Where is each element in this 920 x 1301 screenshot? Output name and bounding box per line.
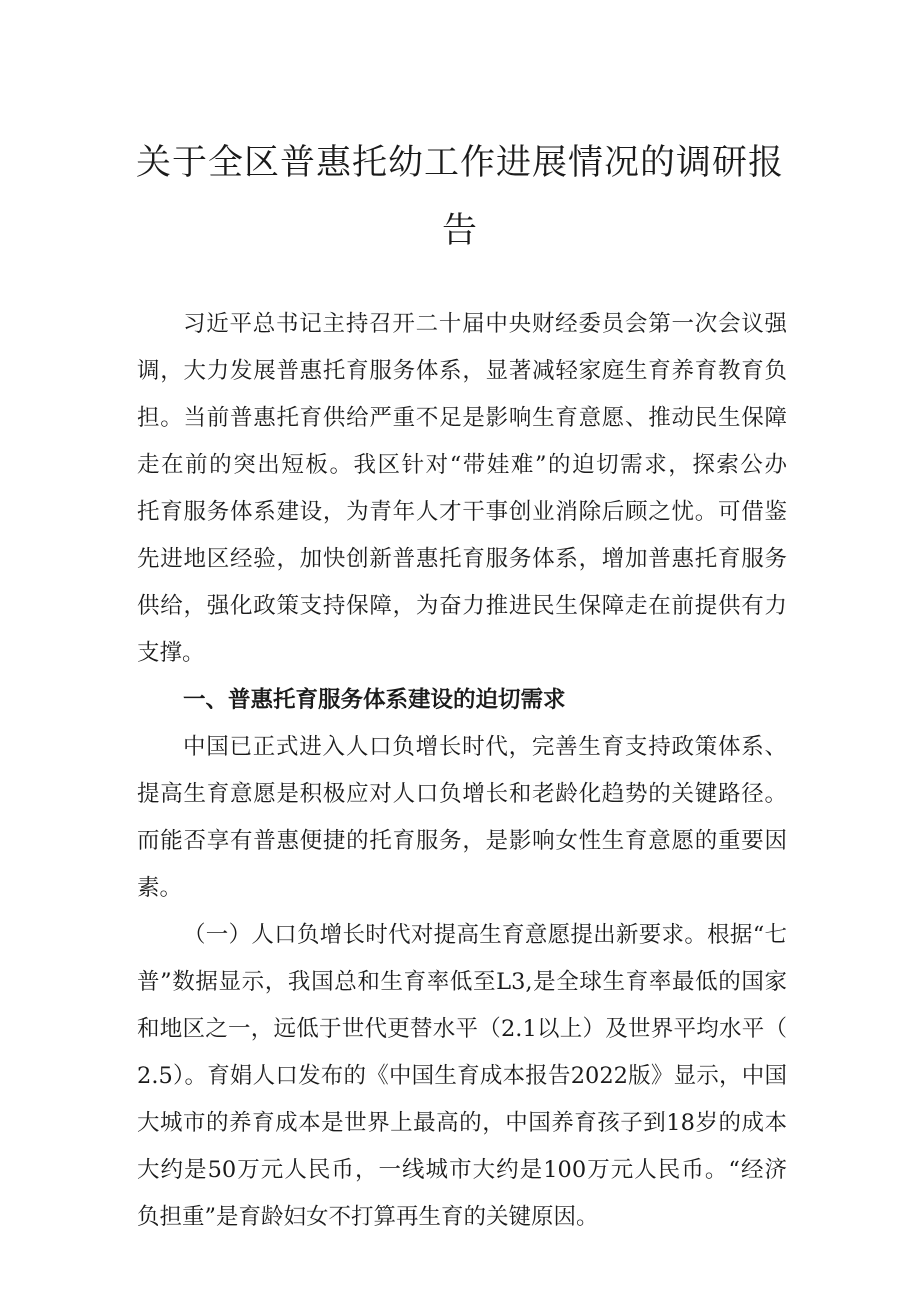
intro-line-3: 担。当前普惠托育供给严重不足是影响生育意愿、推动民生保障 xyxy=(137,405,787,431)
subsection1-line-7: 负担重”是育龄妇女不打算再生育的关键原因。 xyxy=(137,1204,599,1230)
intro-line-1: 习近平总书记主持召开二十届中央财经委员会第一次会议强 xyxy=(183,311,787,337)
subsection1-line-3: 和地区之一，远低于世代更替水平（2.1以上）及世界平均水平（ xyxy=(137,1016,787,1042)
intro-line-2: 调，大力发展普惠托育服务体系，显著减轻家庭生育养育教育负 xyxy=(137,358,787,384)
document-title-line-2: 告 xyxy=(441,211,478,251)
section1-line-4: 素。 xyxy=(137,875,183,901)
intro-line-8: 支撑。 xyxy=(137,640,205,666)
subsection1-line-6: 大约是50万元人民币，一线城市大约是100万元人民币。“经济 xyxy=(137,1157,787,1183)
section1-line-1: 中国已正式进入人口负增长时代，完善生育支持政策体系、 xyxy=(183,734,787,760)
subsection1-line-4: 2.5）。育娟人口发布的《中国生育成本报告2022版》显示，中国 xyxy=(137,1063,787,1089)
intro-line-7: 供给，强化政策支持保障，为奋力推进民生保障走在前提供有力 xyxy=(137,593,787,619)
intro-line-5: 托育服务体系建设，为青年人才干事创业消除后顾之忧。可借鉴 xyxy=(137,499,787,525)
intro-line-6: 先进地区经验，加快创新普惠托育服务体系，增加普惠托育服务 xyxy=(137,546,787,572)
section-heading: 一、普惠托育服务体系建设的迫切需求 xyxy=(183,687,566,713)
section1-line-3: 而能否享有普惠便捷的托育服务，是影响女性生育意愿的重要因 xyxy=(137,828,787,854)
intro-line-4: 走在前的突出短板。我区针对“带娃难”的迫切需求，探索公办 xyxy=(137,452,787,478)
subsection1-line-2: 普”数据显示，我国总和生育率低至L3,是全球生育率最低的国家 xyxy=(137,969,787,995)
subsection1-line-5: 大城市的养育成本是世界上最高的，中国养育孩子到18岁的成本 xyxy=(137,1110,787,1136)
subsection1-line-1: （一）人口负增长时代对提高生育意愿提出新要求。根据“七 xyxy=(183,922,787,948)
document-title-line-1: 关于全区普惠托幼工作进展情况的调研报 xyxy=(135,143,784,183)
section1-line-2: 提高生育意愿是积极应对人口负增长和老龄化趋势的关键路径。 xyxy=(137,781,787,807)
